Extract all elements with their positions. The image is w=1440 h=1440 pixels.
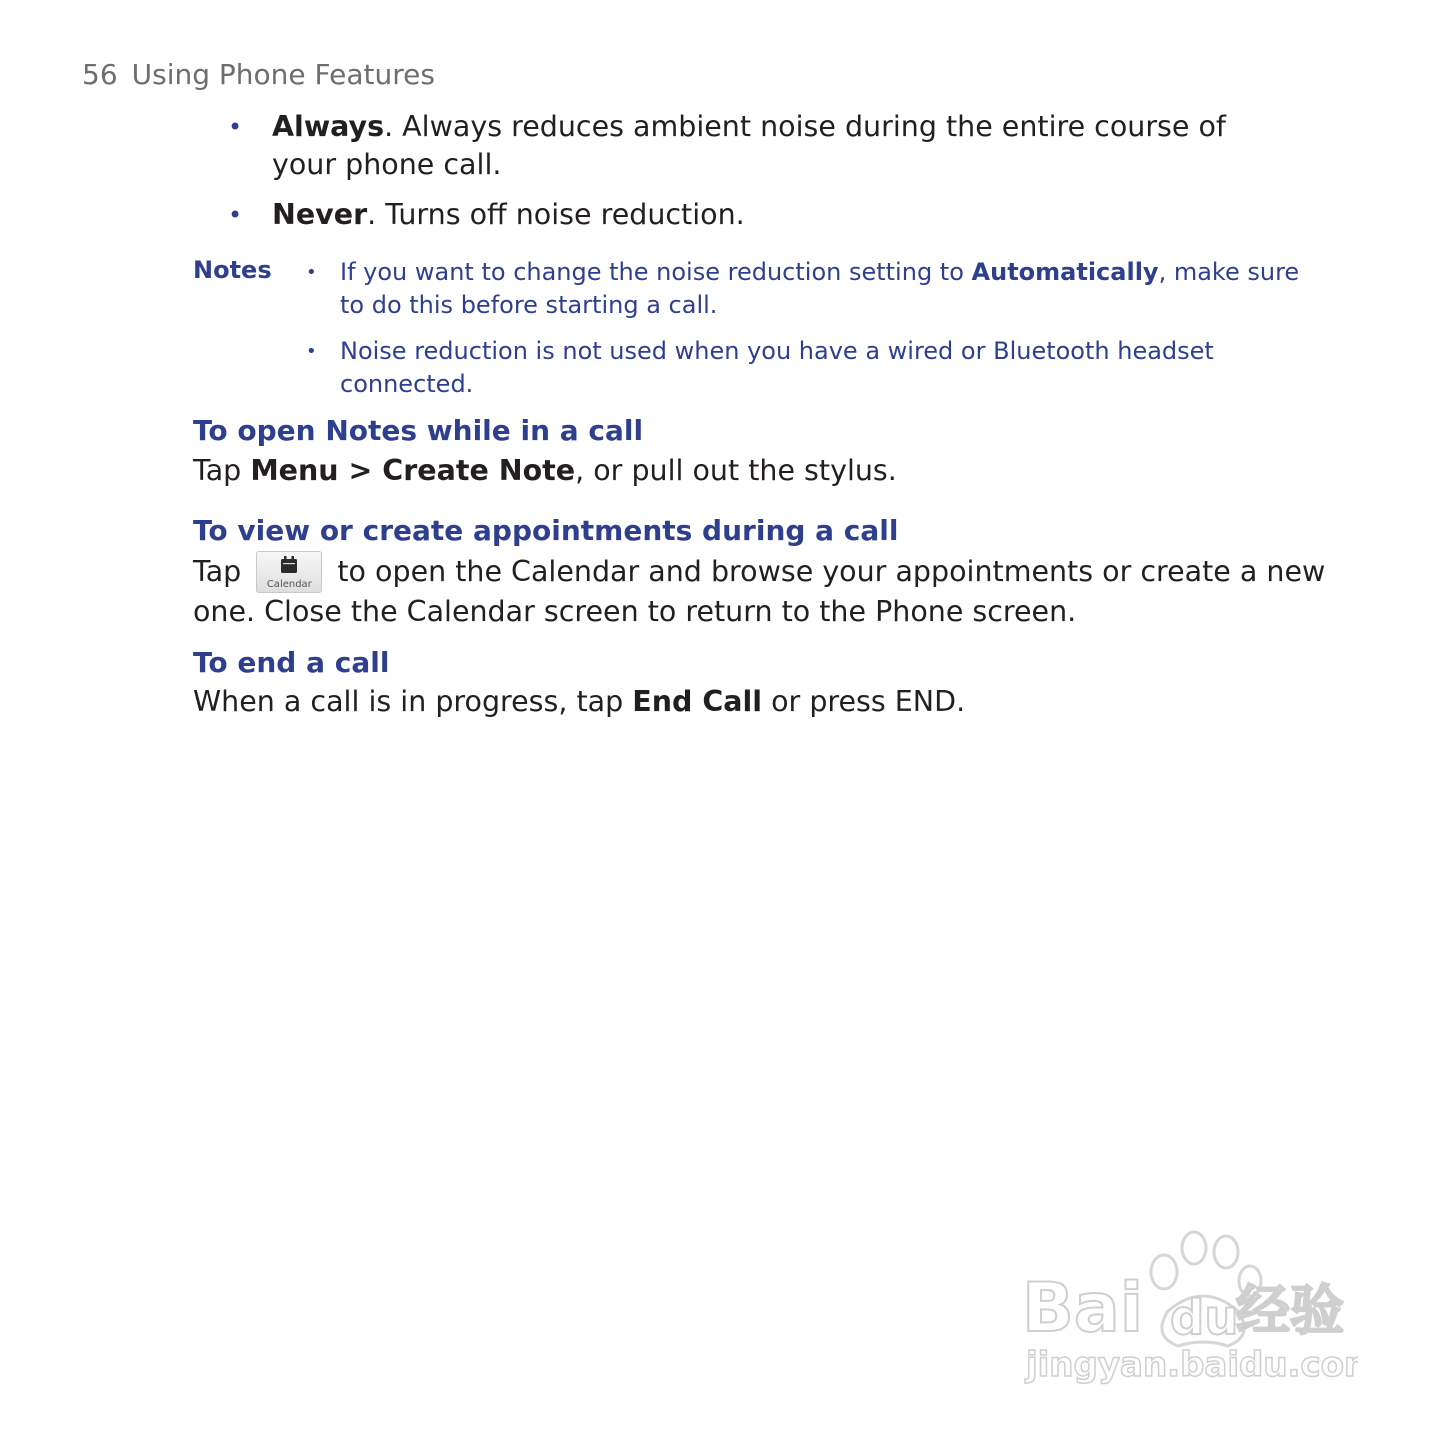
bullet-always (228, 108, 1252, 184)
note-text: , make sure to do this before starting a call. (340, 258, 1300, 319)
body-text: to open the Calendar and browse your appointments or create a new one. Close the Calendar screen to return to the Phone screen. (193, 555, 1326, 628)
section-body (193, 683, 1333, 721)
end-call-label: End Call (632, 685, 763, 718)
note-text: If you want to change the noise reduction setting to (340, 258, 972, 286)
note-text: Noise reduction is not used when you have a wired or Bluetooth headset connected. (340, 337, 1214, 398)
menu-path: Menu > Create Note (250, 454, 576, 487)
body-text: , or pull out the stylus. (575, 454, 897, 487)
baidu-logo (1018, 1226, 1358, 1391)
body-text: or press END. (762, 685, 966, 718)
bullet-never (228, 196, 1252, 234)
bullet-term: Never (272, 198, 368, 231)
note-item (306, 335, 1330, 401)
body-text: Tap (193, 454, 251, 487)
watermark-url: jingyan.baidu.com (1026, 1345, 1358, 1385)
section-title: Using Phone Features (131, 58, 435, 91)
section-body (193, 452, 1333, 490)
calendar-button-label: Calendar (266, 579, 312, 590)
bullet-dot: • (228, 113, 243, 141)
notes-label: Notes (193, 256, 272, 284)
section-heading: To view or create appointments during a call (193, 514, 899, 547)
bullet-dot: • (228, 201, 243, 229)
baidu-watermark (1018, 1226, 1358, 1395)
note-bullet: • (306, 341, 317, 362)
calendar-button[interactable] (256, 551, 322, 593)
section-body (193, 551, 1333, 631)
note-item (306, 256, 1330, 322)
bullet-text: . Turns off noise reduction. (367, 198, 745, 231)
section-heading: To end a call (193, 646, 390, 679)
section-heading: To open Notes while in a call (193, 414, 644, 447)
page-number: 56 (82, 58, 118, 91)
note-bullet: • (306, 262, 317, 283)
bullet-text: . Always reduces ambient noise during the entire course of your phone call. (272, 110, 1226, 181)
svg-text:du: du (1170, 1290, 1239, 1346)
svg-text:Bai: Bai (1022, 1269, 1144, 1348)
calendar-icon (280, 556, 298, 574)
page-header (82, 58, 435, 91)
svg-text:经验: 经验 (1236, 1279, 1344, 1342)
bullet-term: Always (272, 110, 385, 143)
body-text: When a call is in progress, tap (193, 685, 633, 718)
note-bold: Automatically (971, 258, 1159, 286)
body-text: Tap (193, 555, 251, 588)
